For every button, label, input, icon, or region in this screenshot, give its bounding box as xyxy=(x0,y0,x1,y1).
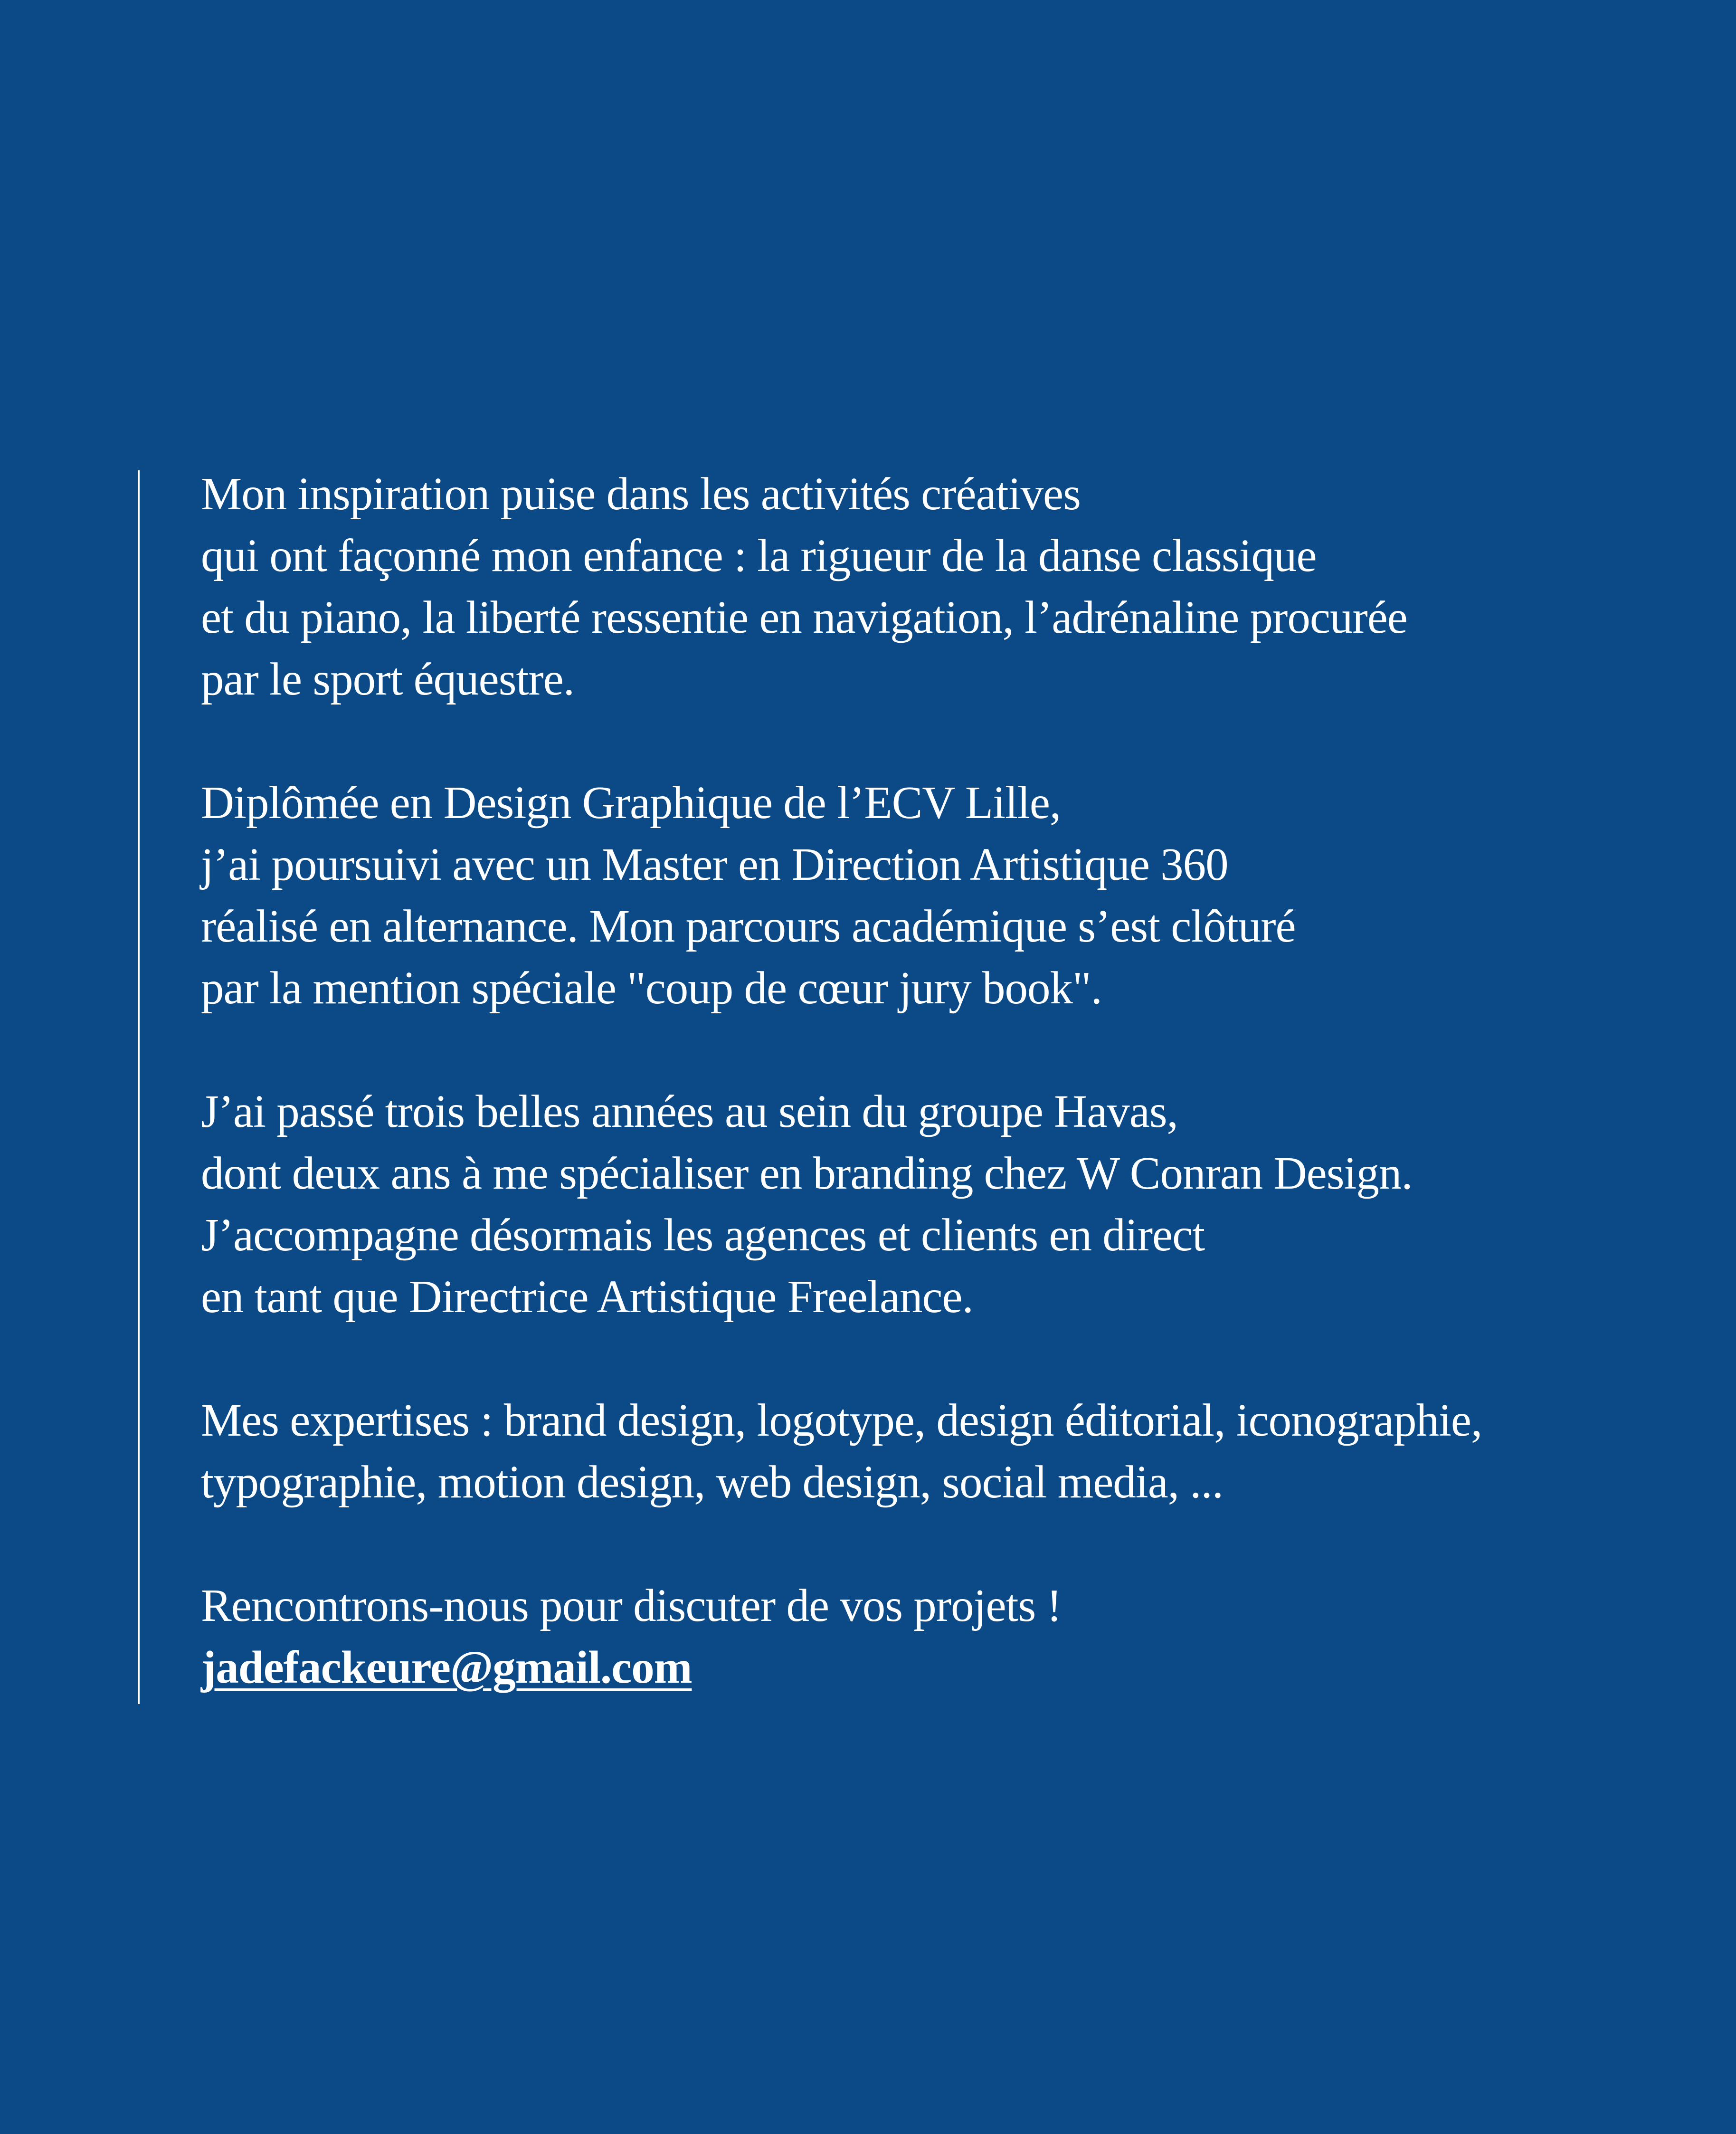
paragraph-line: dont deux ans à me spécialiser en branding chez W Conran Design. xyxy=(201,1148,1413,1199)
paragraph-line: par la mention spéciale "coup de cœur jury book". xyxy=(201,962,1102,1013)
paragraph-expertise xyxy=(201,1390,1650,1513)
paragraph-line: et du piano, la liberté ressentie en navigation, l’adrénaline procurée xyxy=(201,592,1407,643)
paragraph-line: J’ai passé trois belles années au sein du groupe Havas, xyxy=(201,1086,1178,1137)
paragraph-contact xyxy=(201,1575,1650,1698)
paragraph-line: en tant que Directrice Artistique Freelance. xyxy=(201,1271,973,1322)
paragraph-experience xyxy=(201,1081,1650,1328)
email-line xyxy=(201,1637,1650,1698)
paragraph-line: Diplômée en Design Graphique de l’ECV Lille, xyxy=(201,777,1061,828)
paragraph-line: réalisé en alternance. Mon parcours académique s’est clôturé xyxy=(201,901,1296,952)
paragraph-line: j’ai poursuivi avec un Master en Direction Artistique 360 xyxy=(201,839,1228,890)
bio-text-block xyxy=(201,463,1650,1760)
email-link[interactable]: jadefackeure@gmail.com xyxy=(201,1642,692,1693)
paragraph-line: Mon inspiration puise dans les activités créatives xyxy=(201,468,1081,519)
paragraph-line: par le sport équestre. xyxy=(201,654,575,705)
paragraph-inspiration xyxy=(201,463,1650,710)
paragraph-education xyxy=(201,772,1650,1019)
contact-cta: Rencontrons-nous pour discuter de vos projets ! xyxy=(201,1580,1062,1631)
paragraph-line: qui ont façonné mon enfance : la rigueur de la danse classique xyxy=(201,530,1317,581)
vertical-divider xyxy=(138,470,140,1704)
paragraph-line: J’accompagne désormais les agences et clients en direct xyxy=(201,1210,1205,1260)
paragraph-line: typographie, motion design, web design, social media, ... xyxy=(201,1457,1224,1507)
paragraph-line: Mes expertises : brand design, logotype, design éditorial, iconographie, xyxy=(201,1395,1482,1446)
